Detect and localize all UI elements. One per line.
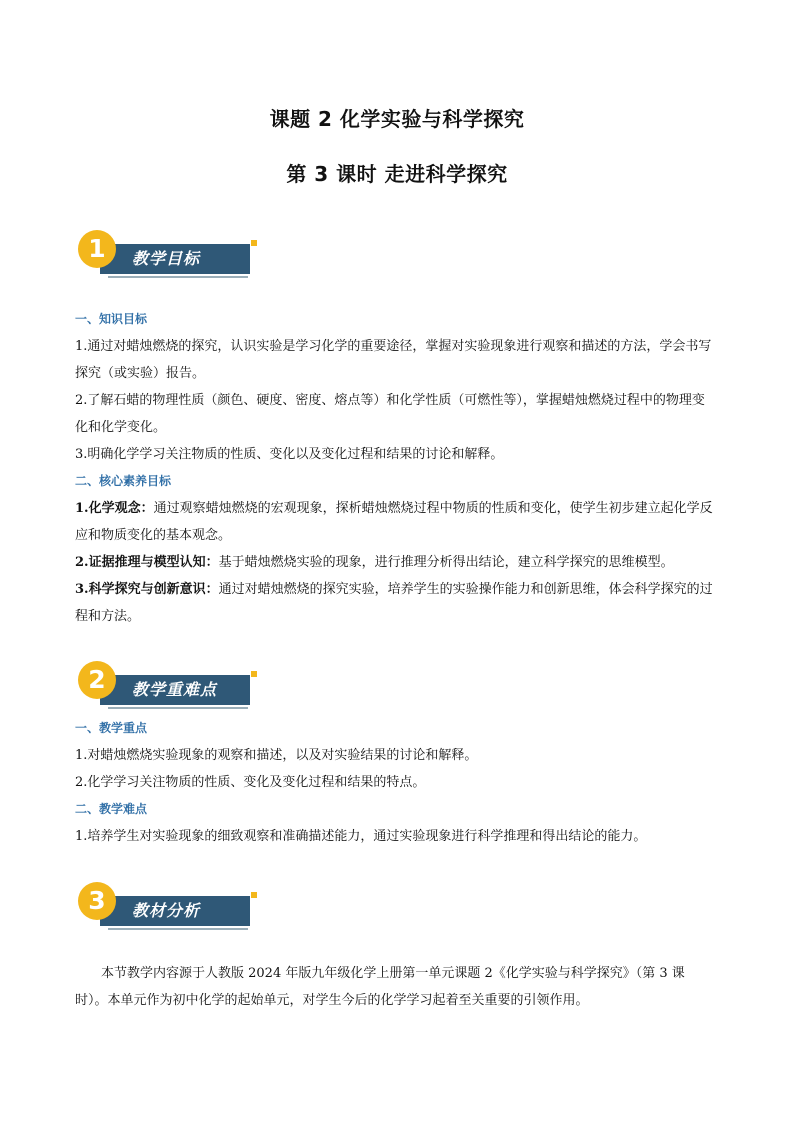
knowledge-heading: 一、知识目标: [75, 312, 148, 326]
key-item: 2.化学学习关注物质的性质、变化及变化过程和结果的特点。: [75, 775, 426, 790]
section-label: 教材分析: [132, 901, 201, 920]
section-number: 1: [78, 230, 116, 268]
core-item: [75, 576, 715, 630]
badge-underline: [108, 928, 248, 930]
core-item-text: 通过观察蜡烛燃烧的宏观现象，探析蜡烛燃烧过程中物质的性质和变化，使学生初步建立起化学反应和物质变化的基本观念。: [75, 501, 713, 543]
core-item: [75, 495, 715, 549]
core-item-text: 通过对蜡烛燃烧的探究实验，培养学生的实验操作能力和创新思维，体会科学探究的过程和方法。: [75, 582, 713, 624]
difficulty-section: [75, 715, 715, 850]
core-item-text: 基于蜡烛燃烧实验的现象，进行推理分析得出结论，建立科学探究的思维模型。: [218, 555, 674, 570]
key-heading: 一、教学重点: [75, 721, 148, 735]
badge-dot: [251, 240, 257, 246]
knowledge-item: 1.通过对蜡烛燃烧的探究，认识实验是学习化学的重要途径，掌握对实验现象进行观察和描述的方法，学会书写探究（或实验）报告。: [75, 339, 712, 381]
core-heading: 二、核心素养目标: [75, 474, 172, 488]
hard-heading: 二、教学难点: [75, 802, 148, 816]
section-badge-difficulty: [78, 661, 268, 711]
badge-dot: [251, 892, 257, 898]
section-badge-analysis: [78, 882, 268, 932]
section-number: 3: [78, 882, 116, 920]
knowledge-item: 3.明确化学学习关注物质的性质、变化以及变化过程和结果的讨论和解释。: [75, 447, 504, 462]
page-title: 课题 2 化学实验与科学探究: [269, 107, 525, 131]
goals-section: [75, 306, 715, 630]
section-badge-goals: [78, 230, 268, 280]
section-number: 2: [78, 661, 116, 699]
knowledge-item: 2.了解石蜡的物理性质（颜色、硬度、密度、熔点等）和化学性质（可燃性等），掌握蜡烛燃烧过程中的物理变化和化学变化。: [75, 393, 705, 435]
section-label: 教学重难点: [132, 680, 218, 699]
badge-underline: [108, 276, 248, 278]
core-item-lead: 2.证据推理与模型认知：: [75, 555, 219, 570]
core-item: [75, 549, 715, 576]
analysis-paragraph: 本节教学内容源于人教版 2024 年版九年级化学上册第一单元课题 2《化学实验与科学探究》（第 3 课时）。本单元作为初中化学的起始单元，对学生今后的化学学习起着至关重要的引领作用。: [75, 966, 685, 1008]
core-item-lead: 3.科学探究与创新意识：: [75, 582, 219, 597]
core-item-lead: 1.化学观念：: [75, 501, 154, 516]
section-label: 教学目标: [132, 249, 201, 268]
badge-dot: [251, 671, 257, 677]
page-subtitle: 第 3 课时 走进科学探究: [286, 162, 508, 186]
hard-item: 1.培养学生对实验现象的细致观察和准确描述能力，通过实验现象进行科学推理和得出结论的能力。: [75, 829, 647, 844]
analysis-section: [75, 960, 715, 1014]
badge-underline: [108, 707, 248, 709]
key-item: 1.对蜡烛燃烧实验现象的观察和描述，以及对实验结果的讨论和解释。: [75, 748, 478, 763]
